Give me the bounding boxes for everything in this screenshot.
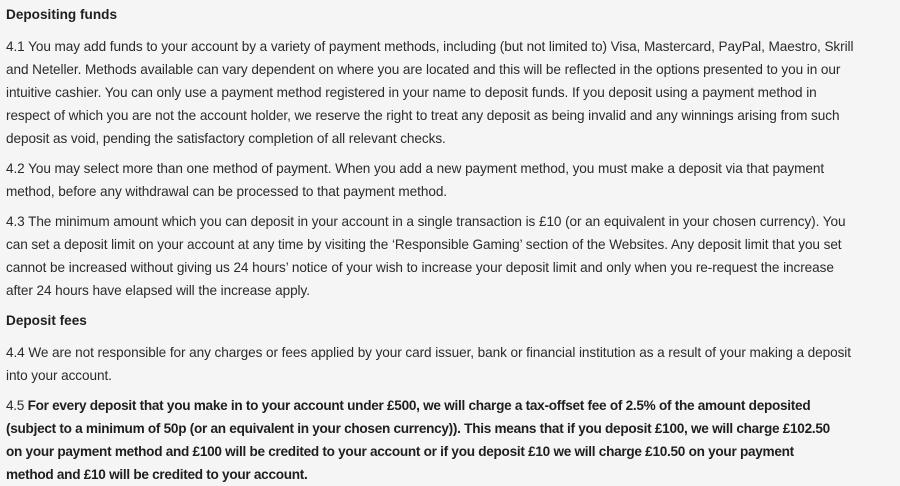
fee-clause-bold: (subject to a minimum of 50p (or an equivalent in your chosen currency)). This means that if you deposit £100, we will charge £102.50 xyxy=(6,421,830,436)
paragraph-line: and Neteller. Methods available can vary dependent on where you are located and this will be reflected in the options presented to you in our xyxy=(6,62,841,77)
paragraph-line: respect of which you are not the account holder, we reserve the right to treat any deposit as being invalid and any winnings arising from such xyxy=(6,108,840,123)
fee-clause-bold: For every deposit that you make in to your account under £500, we will charge a tax-offset fee of 2.5% of the amount deposited xyxy=(27,398,811,413)
heading-depositing-funds: Depositing funds xyxy=(6,7,118,22)
paragraph-line: deposit as void, pending the satisfactory completion of all relevant checks. xyxy=(6,131,446,146)
paragraph-line: method, before any withdrawal can be processed to that payment method. xyxy=(6,184,447,199)
paragraph-line: 4.2 You may select more than one method of payment. When you add a new payment method, you must make a deposit via that payment xyxy=(6,161,825,176)
heading-deposit-fees: Deposit fees xyxy=(6,313,87,328)
paragraph-line: intuitive cashier. You can only use a payment method registered in your name to deposit funds. If you deposit using a payment method in xyxy=(6,85,817,100)
paragraph-line: 4.4 We are not responsible for any charges or fees applied by your card issuer, bank or financial institution as a result of your making a deposit xyxy=(6,345,851,360)
paragraph-line: 4.1 You may add funds to your account by a variety of payment methods, including (but not limited to) Visa, Mastercard, PayPal, Maestro, Skrill xyxy=(6,39,854,54)
paragraph-4-3 xyxy=(6,210,892,302)
paragraph-line: can set a deposit limit on your account at any time by visiting the ‘Responsible Gaming’ section of the Websites. Any deposit limit that you set xyxy=(6,237,842,252)
paragraph-line: cannot be increased without giving us 24 hours’ notice of your wish to increase your deposit limit and only when you re-request the increase xyxy=(6,260,834,275)
paragraph-line xyxy=(6,394,892,417)
paragraph-line: into your account. xyxy=(6,368,112,383)
clause-number: 4.5 xyxy=(6,398,28,413)
paragraph-4-2 xyxy=(6,157,892,203)
fee-clause-bold: method and £10 will be credited to your account. xyxy=(6,467,308,482)
fee-clause-bold: on your payment method and £100 will be credited to your account or if you deposit £10 we will charge £10.50 on your payment xyxy=(6,444,794,459)
paragraph-4-5 xyxy=(6,394,892,486)
paragraph-line: 4.3 The minimum amount which you can deposit in your account in a single transaction is £10 (or an equivalent in your chosen currency). You xyxy=(6,214,846,229)
paragraph-4-1 xyxy=(6,35,892,150)
paragraph-line: after 24 hours have elapsed will the increase apply. xyxy=(6,283,310,298)
paragraph-4-4 xyxy=(6,341,892,387)
